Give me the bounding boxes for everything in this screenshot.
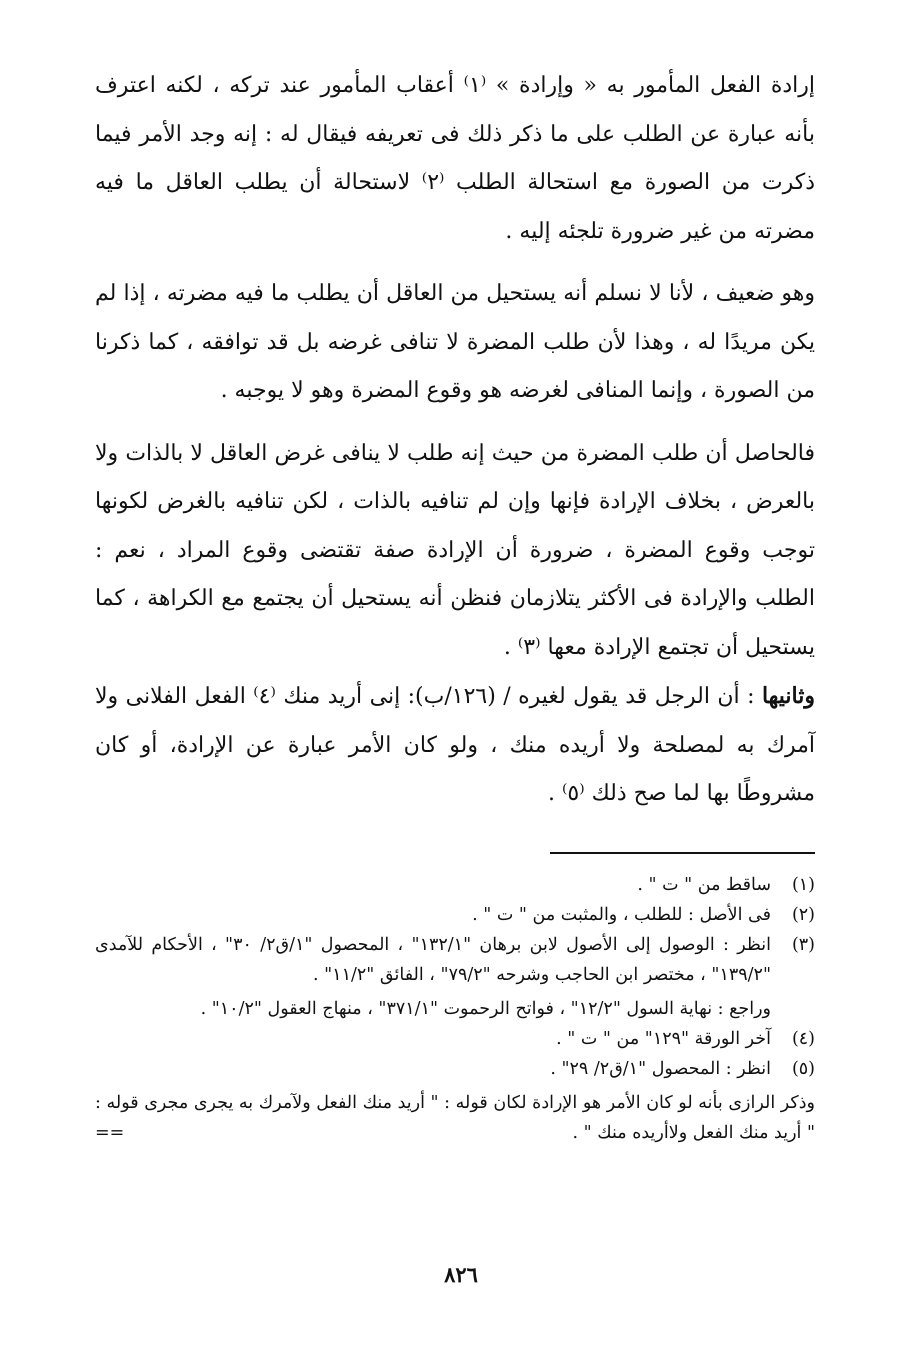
footnote-4 — [95, 1024, 815, 1054]
page-number: ٨٢٦ — [444, 1262, 478, 1287]
paragraph-4-text: : أن الرجل قد يقول لغيره / (١٢٦/ب): إنى أريد منك ⁽٤⁾ الفعل الفلانى ولا آمرك به لمصلحة ولا أريده منك ، ولو كان الأمر عبارة عن الإرادة، أو كان مشروطًا بها لما صح ذلك ⁽٥⁾ . — [95, 684, 815, 806]
footnote-3-continuation: وراجع : نهاية السول "١٢/٢" ، فواتح الرحموت "٣٧١/١" ، منهاج العقول "١٠/٢" . — [200, 999, 771, 1019]
footnote-5-extra — [95, 1088, 815, 1148]
footnote-text: انظر : المحصول "١/ق٢/ ٢٩" . — [550, 1059, 771, 1079]
main-text — [95, 62, 815, 819]
footnote-divider — [550, 852, 815, 854]
footnote-1 — [95, 870, 815, 900]
footnote-3 — [95, 930, 815, 990]
paragraph-3: فالحاصل أن طلب المضرة من حيث إنه طلب لا ينافى غرض العاقل لا بالذات ولا بالعرض ، بخلاف الإرادة فإنها وإن لم تنافيه بالذات ، لكن تنافيه بالغرض لكونها توجب وقوع المضرة ، ضرورة أن الإرادة صفة تقتضى وقوع المراد ، نعم : الطلب والإرادة فى الأكثر يتلازمان فنظن أنه يستحيل أن يجتمع مع الكراهة ، كما يستحيل أن تجتمع الإرادة معها ⁽٣⁾ . — [95, 440, 815, 660]
footnote-number: (٥) — [791, 1059, 815, 1079]
footnote-number: (٢) — [791, 905, 815, 925]
footnote-text: ساقط من " ت " . — [637, 875, 771, 895]
paragraph-2: وهو ضعيف ، لأنا لا نسلم أنه يستحيل من العاقل أن يطلب ما فيه مضرته ، إذا لم يكن مريدًا له ، وهذا لأن طلب المضرة لا تنافى غرضه بل قد توافقه ، كما ذكرنا من الصورة ، وإنما المنافى لغرضه هو وقوع المضرة وهو لا يوجبه . — [95, 281, 815, 403]
footnote-5 — [95, 1054, 815, 1084]
paragraph-4 — [95, 672, 815, 819]
footnote-extra-text: وذكر الرازى بأنه لو كان الأمر هو الإرادة لكان قوله : " أريد منك الفعل ولآمرك به يجرى مجرى قوله : " أريد منك الفعل ولاأريده منك " . — [95, 1093, 815, 1143]
footnote-number: (٤) — [791, 1029, 815, 1049]
footnote-text: آخر الورقة "١٢٩" من " ت " . — [556, 1029, 771, 1049]
paragraph-1: إرادة الفعل المأمور به « وإرادة » ⁽١⁾ أعقاب المأمور عند تركه ، لكنه اعترف بأنه عبارة عن الطلب على ما ذكر ذلك فى تعريفه فيقال له : إنه وجد الأمر فيما ذكرت من الصورة مع استحالة الطلب ⁽٢⁾ لاستحالة أن يطلب العاقل ما فيه مضرته من غير ضرورة تلجئه إليه . — [95, 73, 816, 244]
footnote-number: (٣) — [791, 935, 815, 955]
paragraph-4-lead: وثانيها — [761, 683, 816, 709]
footnote-text: انظر : الوصول إلى الأصول لابن برهان "١٣٢/١" ، المحصول "١/ق٢/ ٣٠" ، الأحكام للآمدى "١٣٩/٢" ، مختصر ابن الحاجب وشرحه "٧٩/٢" ، الفائق "١١/٢" . — [95, 935, 771, 985]
footnote-number: (١) — [791, 875, 815, 895]
footnote-text: فى الأصل : للطلب ، والمثبت من " ت " . — [472, 905, 771, 925]
footnotes — [95, 870, 815, 1148]
continuation-mark: == — [95, 1123, 125, 1143]
footnote-2 — [95, 900, 815, 930]
